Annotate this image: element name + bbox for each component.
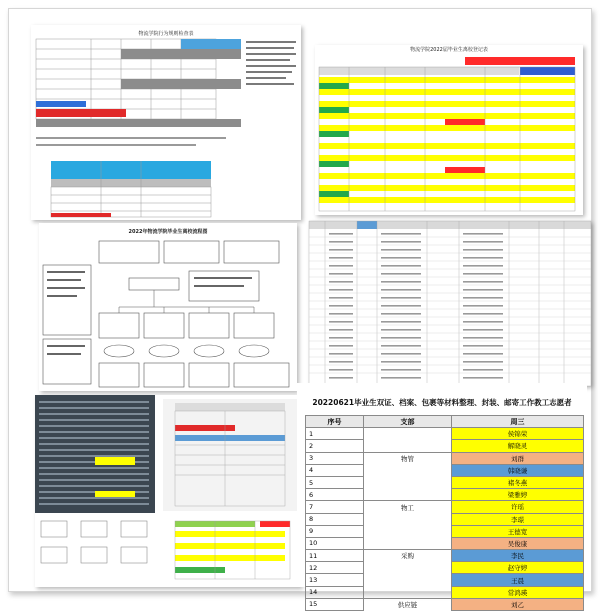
table-row (306, 452, 584, 464)
row-branch (364, 428, 452, 440)
table-row (306, 476, 584, 488)
screenshot-caption: 物流学院行为规则检查表 (138, 31, 194, 37)
table-row (306, 537, 584, 549)
dense-table-preview (309, 221, 591, 386)
row-branch (364, 562, 452, 574)
row-number: 8 (306, 513, 364, 525)
row-branch (364, 537, 452, 549)
screenshot-top-right (315, 45, 583, 215)
header-branch: 支部 (364, 416, 452, 428)
row-volunteer: 赵守婷 (452, 562, 584, 574)
row-number: 14 (306, 586, 364, 598)
row-branch (364, 586, 452, 598)
row-branch (364, 525, 452, 537)
row-number: 10 (306, 537, 364, 549)
row-branch: 供应链 (364, 598, 452, 610)
row-branch: 物管 (364, 452, 452, 464)
row-number: 11 (306, 550, 364, 562)
screenshot-mid-right (309, 221, 591, 386)
table-row (306, 574, 584, 586)
table-row (306, 501, 584, 513)
row-number: 4 (306, 464, 364, 476)
roster-body (306, 428, 584, 611)
table-row (306, 562, 584, 574)
table-row (306, 598, 584, 610)
row-volunteer: 解晓灵 (452, 440, 584, 452)
row-branch: 物工 (364, 501, 452, 513)
row-number: 5 (306, 476, 364, 488)
row-volunteer: 吴俊康 (452, 537, 584, 549)
row-volunteer: 李璟 (452, 513, 584, 525)
collage-frame (8, 8, 592, 610)
row-volunteer: 刘群 (452, 452, 584, 464)
table-row (306, 440, 584, 452)
row-volunteer: 王晨 (452, 574, 584, 586)
row-number: 1 (306, 428, 364, 440)
registration-table-preview (315, 45, 583, 215)
row-number: 7 (306, 501, 364, 513)
table-row (306, 464, 584, 476)
row-volunteer: 褚冬燕 (452, 476, 584, 488)
dark-spreadsheet-preview (35, 395, 301, 587)
spreadsheet-preview (31, 25, 301, 220)
table-row (306, 525, 584, 537)
table-row (306, 428, 584, 440)
row-volunteer: 侯锦荣 (452, 428, 584, 440)
table-row (306, 586, 584, 598)
header-no: 序号 (306, 416, 364, 428)
row-number: 13 (306, 574, 364, 586)
row-volunteer: 刘乙 (452, 598, 584, 610)
row-branch (364, 574, 452, 586)
row-number: 15 (306, 598, 364, 610)
screenshot-mid-left (39, 223, 297, 391)
row-branch (364, 489, 452, 501)
flowchart-preview (39, 223, 297, 391)
table-row (306, 489, 584, 501)
row-volunteer: 王德宽 (452, 525, 584, 537)
roster-table (305, 415, 584, 611)
row-volunteer: 李民 (452, 550, 584, 562)
screenshot-bottom-left (35, 395, 301, 587)
header-day: 周三 (452, 416, 584, 428)
row-number: 3 (306, 452, 364, 464)
row-number: 12 (306, 562, 364, 574)
row-branch (364, 464, 452, 476)
row-volunteer: 梁雅婷 (452, 489, 584, 501)
screenshot-caption: 2022年物流学院毕业生离校流程图 (128, 229, 208, 235)
row-number: 9 (306, 525, 364, 537)
row-number: 2 (306, 440, 364, 452)
row-volunteer: 常鸿瑛 (452, 586, 584, 598)
roster-header-row (306, 416, 584, 428)
row-branch: 采购 (364, 550, 452, 562)
row-volunteer: 韩晓谦 (452, 464, 584, 476)
row-branch (364, 476, 452, 488)
table-row (306, 513, 584, 525)
row-branch (364, 513, 452, 525)
screenshot-roster (297, 383, 587, 610)
roster-title: 20220621毕业生双证、档案、包裹等材料整理、封装、邮寄工作教工志愿者 (312, 398, 572, 407)
row-number: 6 (306, 489, 364, 501)
screenshot-top-left (31, 25, 301, 220)
row-branch (364, 440, 452, 452)
screenshot-caption: 物流学院2022届毕业生离校登记表 (410, 47, 488, 53)
table-row (306, 550, 584, 562)
row-volunteer: 许瑶 (452, 501, 584, 513)
